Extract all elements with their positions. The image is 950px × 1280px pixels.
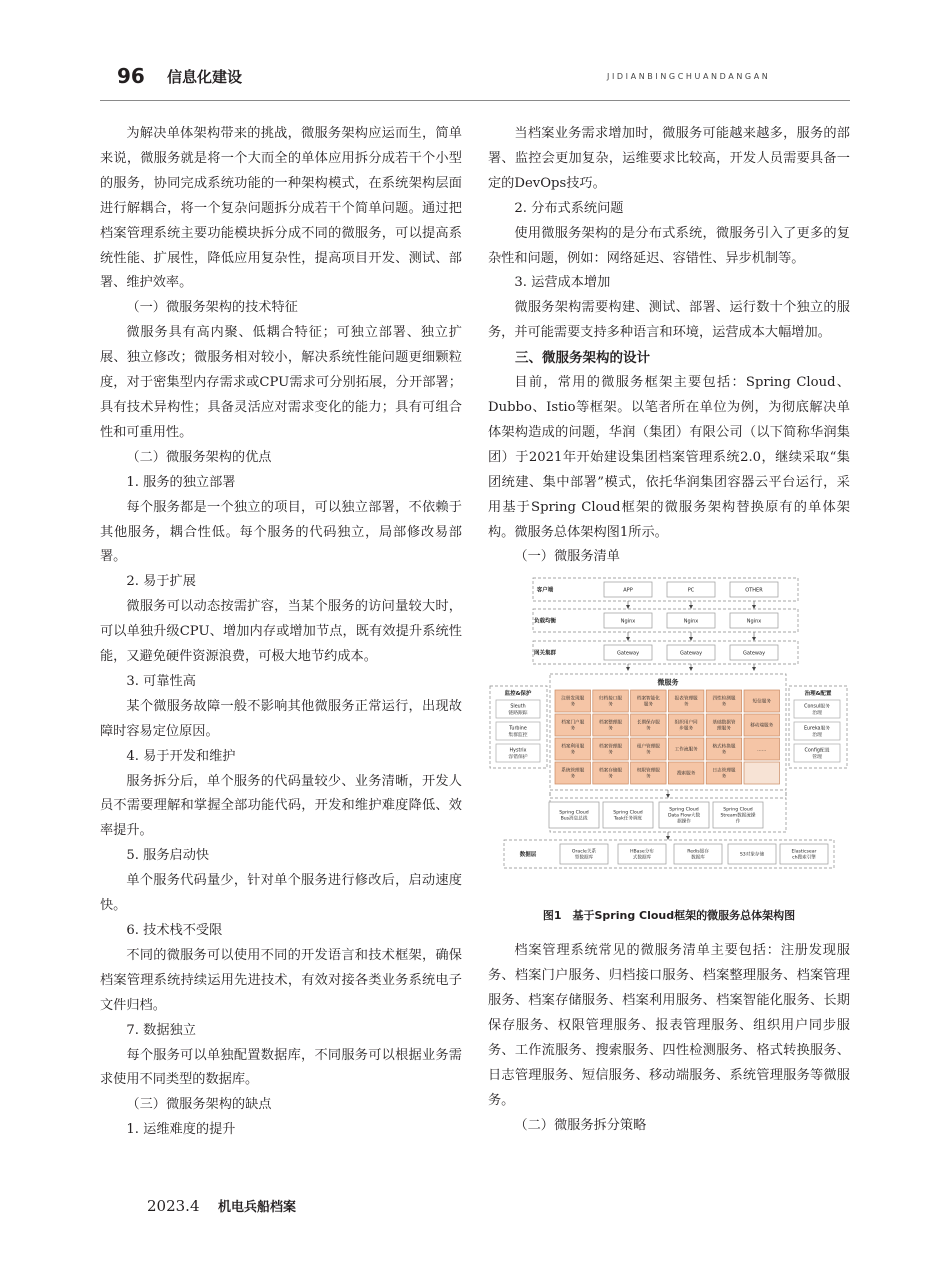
paragraph: 为解决单体架构带来的挑战，微服务架构应运而生，简单来说，微服务就是将一个大而全的单体应用拆分成若干个小型的服务，协同完成系统功能的一种架构模式，在系统架构层面进行解耦合，将一个复杂问题拆分成若干个简单问题。通过把档案管理系统主要功能模块拆分成不同的微服务，可以提高系统性能、扩展性，降低应用复杂性，提高项目开发、测试、部署、维护效率。	[100, 126, 462, 291]
item-heading: 1. 服务的独立部署	[126, 474, 236, 490]
arrow-head	[666, 836, 670, 840]
architecture-diagram	[488, 574, 850, 896]
service-name: 基础数据管理服务	[712, 720, 736, 732]
paragraph: 档案管理系统常见的微服务清单主要包括：注册发现服务、档案门户服务、归档接口服务、档案整理服务、档案管理服务、档案存储服务、档案利用服务、档案智能化服务、长期保存服务、权限管理服务、报表管理服务、组织用户同步服务、工作流服务、搜索服务、四性检测服务、格式转换服务、日志管理服务、短信服务、移动端服务、系统管理服务等微服务。	[488, 943, 850, 1108]
item-heading: 5. 服务启动快	[126, 848, 210, 864]
gateway-name: Gateway	[616, 650, 640, 657]
client-label: 客户端	[536, 587, 554, 594]
arrow-head	[752, 667, 756, 671]
stream-name: Spring Cloud Task任务调度	[613, 810, 643, 822]
arrow-head	[752, 637, 756, 641]
data-name: HBase分布式数据库	[630, 849, 654, 861]
data-name: S3对象存储	[739, 852, 765, 858]
stream-name: Spring Cloud Data Flow大数据操作	[667, 807, 701, 826]
subsection-heading: （一）微服务清单	[514, 549, 620, 565]
monitor-title: 监控&保护	[504, 691, 532, 698]
service-name: 档案管理服务	[599, 744, 623, 756]
arrow-head	[752, 605, 756, 609]
service-box	[744, 762, 780, 784]
lb-name: Nginx	[620, 618, 636, 625]
page-header	[0, 0, 950, 102]
arrow-head	[626, 605, 630, 609]
subsection-heading: （一）微服务架构的技术特征	[126, 300, 298, 316]
paragraph: 使用微服务架构的是分布式系统，微服务引入了更多的复杂性和问题，例如：网络延迟、容错性、异步机制等。	[488, 225, 850, 266]
service-name: 组织用户同步服务	[674, 720, 698, 732]
governance-title: 治理&配置	[804, 691, 832, 698]
client-name: OTHER	[745, 587, 763, 594]
footer-journal: 机电兵船档案	[217, 1200, 296, 1215]
page-number: 96	[117, 64, 145, 88]
arrow-head	[689, 637, 693, 641]
service-name: 短信服务	[752, 699, 771, 705]
gateway-name: Gateway	[742, 650, 766, 657]
subsection-heading: （二）微服务架构的优点	[126, 449, 272, 465]
service-name: 长期保存服务	[636, 720, 660, 732]
issue-number: 2023.4	[147, 1197, 200, 1215]
service-name: 日志管理服务	[712, 768, 736, 780]
item-heading: 4. 易于开发和维护	[126, 748, 236, 764]
data-name: Oracle关系型数据库	[571, 849, 597, 861]
service-name: 四性检测服务	[712, 696, 736, 708]
data-label: 数据层	[519, 852, 537, 859]
service-name: 档案智能化服务	[636, 696, 660, 708]
service-name: 工作流服务	[674, 747, 698, 753]
service-name: 权限管理服务	[636, 768, 660, 780]
stream-name: Spring Cloud Bus消息总线	[559, 810, 589, 822]
arrow-head	[666, 794, 670, 798]
stream-name: Spring Cloud Stream数据流操作	[720, 807, 756, 826]
subsection-heading: （三）微服务架构的缺点	[126, 1097, 272, 1113]
journal-pinyin: JIDIANBINGCHUANDANGAN	[607, 72, 771, 81]
service-name: 系统管理服务	[561, 768, 585, 780]
page-footer	[147, 1196, 296, 1215]
paragraph: 当档案业务需求增加时，微服务可能越来越多，服务的部署、监控会更加复杂，运维要求比较高，开发人员需要具备一定的DevOps技巧。	[488, 126, 850, 191]
arrow-head	[626, 667, 630, 671]
data-name: Elasticsear ch搜索引擎	[791, 849, 817, 861]
item-heading: 1. 运维难度的提升	[126, 1122, 236, 1138]
architecture-figure	[488, 574, 850, 896]
header-rule	[100, 100, 850, 101]
paragraph: 服务拆分后，单个服务的代码量较少、业务清晰，开发人员不需要理解和掌握全部功能代码，开发和维护难度降低、效率提升。	[100, 773, 462, 839]
section-heading: 三、微服务架构的设计	[515, 350, 650, 367]
item-heading: 2. 分布式系统问题	[514, 200, 624, 216]
item-heading: 7. 数据独立	[126, 1022, 196, 1038]
governance-name: Config配置管理	[804, 748, 830, 761]
service-name: 租户管理服务	[636, 744, 660, 756]
service-name: 档案门户服务	[561, 720, 585, 732]
lb-name: Nginx	[683, 618, 699, 625]
subsection-heading: （二）微服务拆分策略	[514, 1117, 647, 1133]
service-name: 搜索服务	[676, 771, 696, 777]
governance-name: Consul服务治理	[804, 704, 830, 717]
paragraph: 不同的微服务可以使用不同的开发语言和技术框架，确保档案管理系统持续运用先进技术，有效对接各类业务系统电子文件归档。	[100, 947, 462, 1013]
monitor-name: Hystrix 容错保护	[508, 748, 528, 761]
paragraph: 某个微服务故障一般不影响其他微服务正常运行，出现故障时容易定位原因。	[100, 698, 462, 739]
section-title: 信息化建设	[167, 68, 243, 86]
service-name: 移动端服务	[750, 723, 774, 729]
item-heading: 3. 可靠性高	[126, 673, 196, 689]
gateway-label: 网关集群	[533, 650, 557, 657]
governance-name: Eureka服务治理	[803, 726, 831, 739]
item-heading: 3. 运营成本增加	[514, 275, 611, 291]
monitor-name: Turbine 集群监控	[508, 726, 528, 739]
arrow-head	[626, 637, 630, 641]
right-column	[488, 122, 850, 1138]
lb-label: 负载均衡	[533, 618, 557, 625]
service-name: ……	[757, 747, 767, 753]
paragraph: 微服务架构需要构建、测试、部署、运行数十个独立的服务，并可能需要支持多种语言和环境，运营成本大幅增加。	[488, 300, 850, 341]
paragraph: 每个服务可以单独配置数据库，不同服务可以根据业务需求使用不同类型的数据库。	[100, 1047, 462, 1088]
paragraph: 微服务可以动态按需扩容，当某个服务的访问量较大时，可以单独升级CPU、增加内存或增加节点，既有效提升系统性能，又避免硬件资源浪费，可极大地节约成本。	[100, 599, 462, 665]
client-name: APP	[623, 587, 633, 594]
service-name: 档案利用服务	[561, 744, 585, 756]
item-heading: 6. 技术栈不受限	[126, 923, 223, 938]
figure-caption: 图1 基于Spring Cloud框架的微服务总体架构图	[542, 909, 796, 923]
client-name: PC	[687, 587, 695, 594]
paragraph: 目前，常用的微服务框架主要包括：Spring Cloud、Dubbo、Istio等框架。以笔者所在单位为例，为彻底解决单体架构造成的问题，华润（集团）有限公司（以下简称华润集团）于2021年开始建设集团档案管理系统2.0，继续采取“集团统建、集中部署”模式，依托华润集团容器云平台运行，采用基于Spring Cloud框架的微服务架构替换原有的单体架构。微服务总体架构图1所示。	[488, 375, 850, 540]
service-name: 归档接口服务	[599, 696, 623, 708]
item-heading: 2. 易于扩展	[126, 574, 196, 590]
arrow-head	[689, 605, 693, 609]
service-name: 注册发现服务	[561, 696, 585, 708]
monitor-name: Sleuth 链路跟踪	[508, 704, 528, 717]
left-column	[100, 122, 462, 1143]
data-name: Redis缓存数据库	[687, 849, 709, 861]
lb-name: Nginx	[746, 618, 762, 625]
gateway-name: Gateway	[679, 650, 703, 657]
arrow-head	[689, 667, 693, 671]
service-name: 档案存储服务	[599, 768, 623, 780]
microservice-title: 微服务	[657, 678, 679, 687]
paragraph: 单个服务代码量少，针对单个服务进行修改后，启动速度快。	[100, 873, 462, 914]
service-name: 格式转换服务	[712, 744, 736, 756]
paragraph: 每个服务都是一个独立的项目，可以独立部署，不依赖于其他服务，耦合性低。每个服务的代码独立，局部修改易部署。	[100, 499, 462, 565]
paragraph: 微服务具有高内聚、低耦合特征；可独立部署、独立扩展、独立修改；微服务相对较小，解决系统性能问题更细颗粒度，对于密集型内存需求或CPU需求可分别拓展，分开部署；具有技术异构性；具备灵活应对需求变化的能力；具有可组合性和可重用性。	[100, 325, 462, 440]
service-name: 报表管理服务	[674, 696, 698, 708]
service-name: 档案整理服务	[599, 720, 623, 732]
